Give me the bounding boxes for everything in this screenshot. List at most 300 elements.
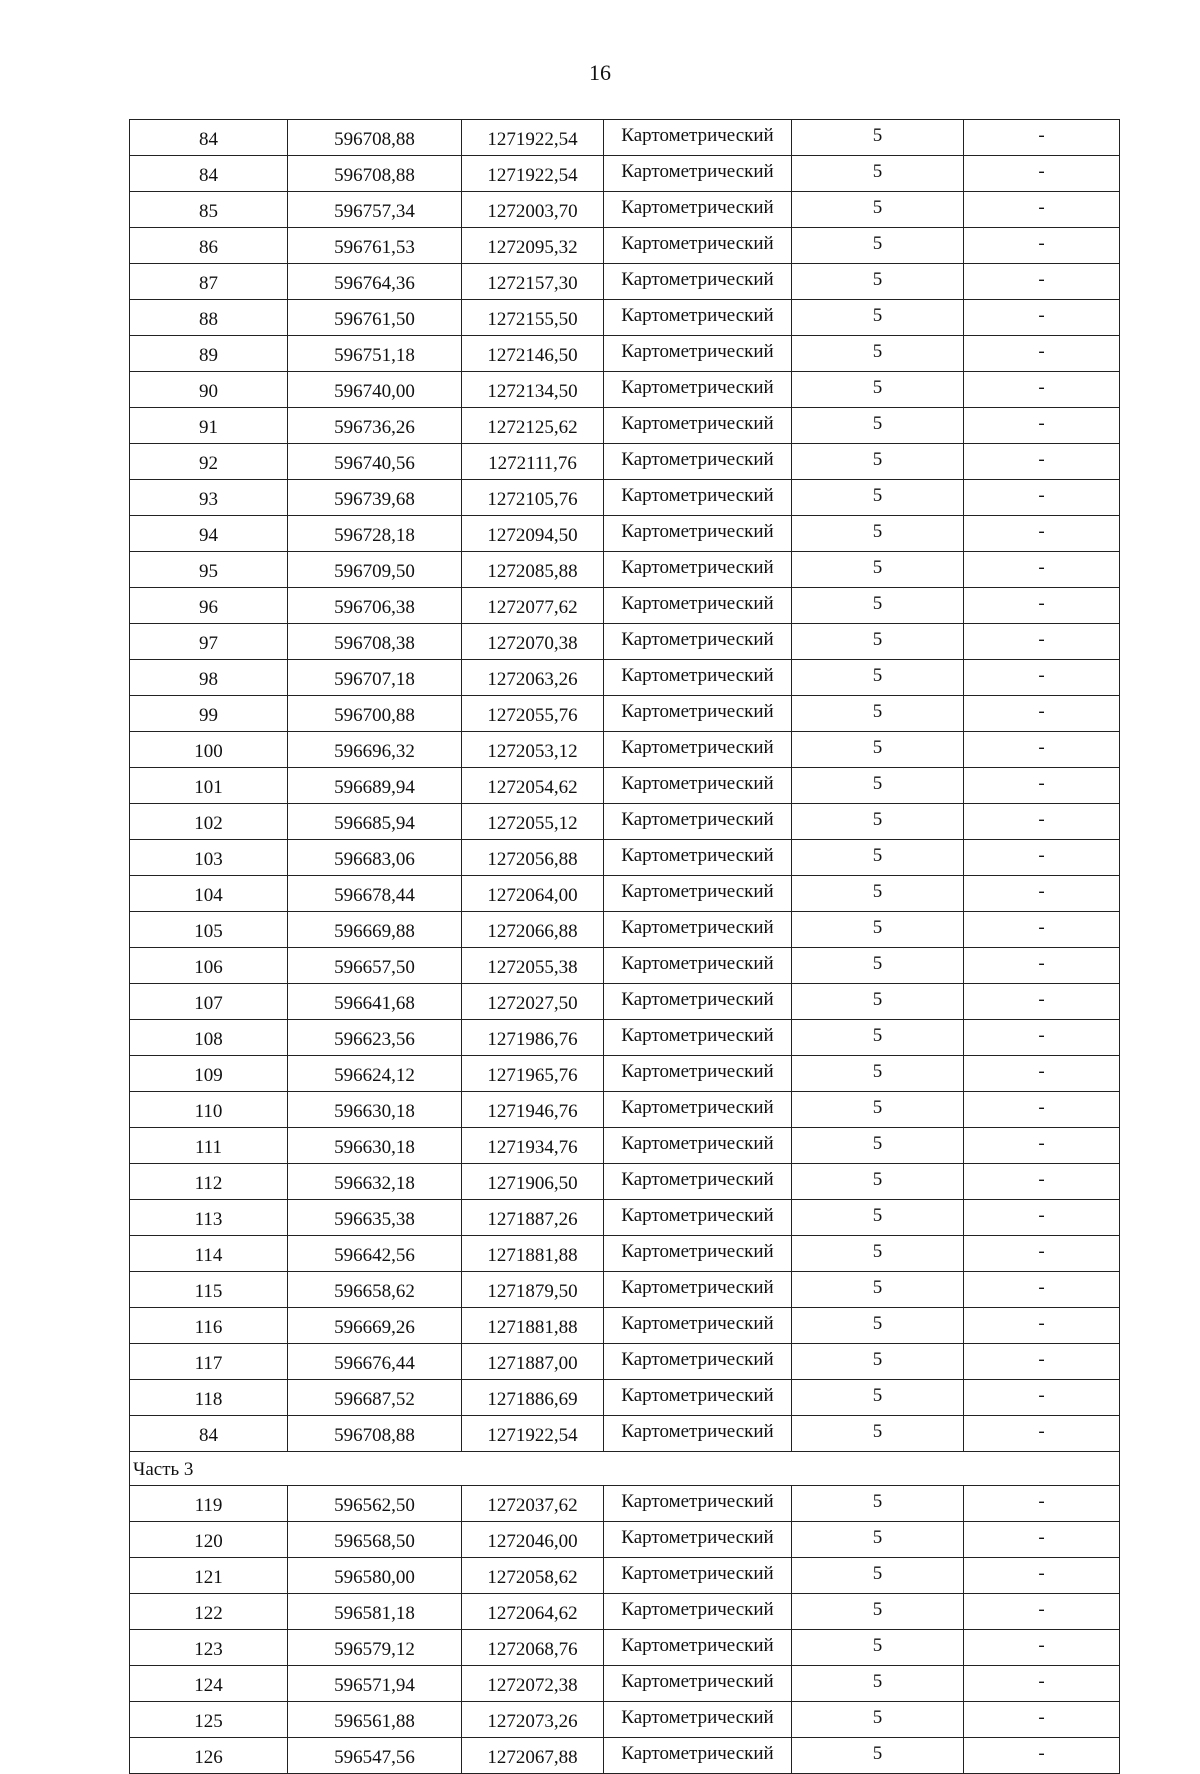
x-coordinate-cell: 596709,50	[288, 552, 462, 588]
point-number-cell: 120	[130, 1522, 288, 1558]
point-number-cell: 86	[130, 228, 288, 264]
accuracy-cell: 5	[792, 732, 964, 768]
note-cell: -	[964, 372, 1120, 408]
point-number-cell: 115	[130, 1272, 288, 1308]
table-row	[130, 552, 1120, 588]
table-row	[130, 1236, 1120, 1272]
method-cell: Картометрический	[604, 336, 792, 372]
point-number-cell: 109	[130, 1056, 288, 1092]
note-cell: -	[964, 228, 1120, 264]
y-coordinate-cell: 1271934,76	[462, 1128, 604, 1164]
table-row	[130, 1594, 1120, 1630]
accuracy-cell: 5	[792, 120, 964, 156]
section-title: Часть 3	[130, 1452, 1120, 1486]
accuracy-cell: 5	[792, 300, 964, 336]
point-number-cell: 84	[130, 156, 288, 192]
table-row	[130, 1416, 1120, 1452]
point-number-cell: 89	[130, 336, 288, 372]
x-coordinate-cell: 596568,50	[288, 1522, 462, 1558]
point-number-cell: 126	[130, 1738, 288, 1774]
y-coordinate-cell: 1272063,26	[462, 660, 604, 696]
section-row	[130, 1452, 1120, 1486]
table-row	[130, 120, 1120, 156]
point-number-cell: 88	[130, 300, 288, 336]
y-coordinate-cell: 1272067,88	[462, 1738, 604, 1774]
x-coordinate-cell: 596581,18	[288, 1594, 462, 1630]
x-coordinate-cell: 596676,44	[288, 1344, 462, 1380]
note-cell: -	[964, 984, 1120, 1020]
method-cell: Картометрический	[604, 1594, 792, 1630]
note-cell: -	[964, 1594, 1120, 1630]
method-cell: Картометрический	[604, 552, 792, 588]
x-coordinate-cell: 596623,56	[288, 1020, 462, 1056]
table-row	[130, 336, 1120, 372]
y-coordinate-cell: 1272064,00	[462, 876, 604, 912]
y-coordinate-cell: 1272155,50	[462, 300, 604, 336]
y-coordinate-cell: 1272073,26	[462, 1702, 604, 1738]
y-coordinate-cell: 1272095,32	[462, 228, 604, 264]
accuracy-cell: 5	[792, 1164, 964, 1200]
point-number-cell: 99	[130, 696, 288, 732]
method-cell: Картометрический	[604, 1558, 792, 1594]
x-coordinate-cell: 596630,18	[288, 1092, 462, 1128]
note-cell: -	[964, 624, 1120, 660]
table-row	[130, 984, 1120, 1020]
note-cell: -	[964, 1344, 1120, 1380]
point-number-cell: 94	[130, 516, 288, 552]
accuracy-cell: 5	[792, 1344, 964, 1380]
table-row	[130, 768, 1120, 804]
point-number-cell: 124	[130, 1666, 288, 1702]
method-cell: Картометрический	[604, 1128, 792, 1164]
x-coordinate-cell: 596708,88	[288, 156, 462, 192]
y-coordinate-cell: 1271922,54	[462, 120, 604, 156]
table-row	[130, 1344, 1120, 1380]
point-number-cell: 84	[130, 1416, 288, 1452]
method-cell: Картометрический	[604, 1416, 792, 1452]
method-cell: Картометрический	[604, 1380, 792, 1416]
accuracy-cell: 5	[792, 696, 964, 732]
accuracy-cell: 5	[792, 1272, 964, 1308]
x-coordinate-cell: 596689,94	[288, 768, 462, 804]
note-cell: -	[964, 1416, 1120, 1452]
y-coordinate-cell: 1272094,50	[462, 516, 604, 552]
point-number-cell: 107	[130, 984, 288, 1020]
method-cell: Картометрический	[604, 372, 792, 408]
accuracy-cell: 5	[792, 1416, 964, 1452]
table-row	[130, 192, 1120, 228]
table-row	[130, 1630, 1120, 1666]
y-coordinate-cell: 1271881,88	[462, 1308, 604, 1344]
table-row	[130, 1164, 1120, 1200]
y-coordinate-cell: 1272003,70	[462, 192, 604, 228]
method-cell: Картометрический	[604, 732, 792, 768]
table-row	[130, 408, 1120, 444]
accuracy-cell: 5	[792, 1702, 964, 1738]
accuracy-cell: 5	[792, 948, 964, 984]
accuracy-cell: 5	[792, 1486, 964, 1522]
y-coordinate-cell: 1272054,62	[462, 768, 604, 804]
point-number-cell: 113	[130, 1200, 288, 1236]
method-cell: Картометрический	[604, 1344, 792, 1380]
accuracy-cell: 5	[792, 228, 964, 264]
point-number-cell: 84	[130, 120, 288, 156]
method-cell: Картометрический	[604, 120, 792, 156]
note-cell: -	[964, 1702, 1120, 1738]
x-coordinate-cell: 596761,50	[288, 300, 462, 336]
x-coordinate-cell: 596642,56	[288, 1236, 462, 1272]
table-row	[130, 1128, 1120, 1164]
accuracy-cell: 5	[792, 984, 964, 1020]
x-coordinate-cell: 596624,12	[288, 1056, 462, 1092]
x-coordinate-cell: 596764,36	[288, 264, 462, 300]
x-coordinate-cell: 596761,53	[288, 228, 462, 264]
accuracy-cell: 5	[792, 912, 964, 948]
coordinates-table-body	[130, 120, 1120, 1774]
table-row	[130, 912, 1120, 948]
x-coordinate-cell: 596708,88	[288, 120, 462, 156]
x-coordinate-cell: 596687,52	[288, 1380, 462, 1416]
table-row	[130, 156, 1120, 192]
point-number-cell: 97	[130, 624, 288, 660]
accuracy-cell: 5	[792, 1200, 964, 1236]
note-cell: -	[964, 1738, 1120, 1774]
note-cell: -	[964, 192, 1120, 228]
point-number-cell: 90	[130, 372, 288, 408]
method-cell: Картометрический	[604, 1236, 792, 1272]
method-cell: Картометрический	[604, 1486, 792, 1522]
note-cell: -	[964, 480, 1120, 516]
table-row	[130, 480, 1120, 516]
accuracy-cell: 5	[792, 444, 964, 480]
table-row	[130, 804, 1120, 840]
accuracy-cell: 5	[792, 1594, 964, 1630]
table-row	[130, 1702, 1120, 1738]
method-cell: Картометрический	[604, 1272, 792, 1308]
y-coordinate-cell: 1272027,50	[462, 984, 604, 1020]
note-cell: -	[964, 1486, 1120, 1522]
method-cell: Картометрический	[604, 444, 792, 480]
point-number-cell: 122	[130, 1594, 288, 1630]
x-coordinate-cell: 596658,62	[288, 1272, 462, 1308]
note-cell: -	[964, 1020, 1120, 1056]
x-coordinate-cell: 596641,68	[288, 984, 462, 1020]
point-number-cell: 85	[130, 192, 288, 228]
y-coordinate-cell: 1272077,62	[462, 588, 604, 624]
note-cell: -	[964, 912, 1120, 948]
x-coordinate-cell: 596579,12	[288, 1630, 462, 1666]
y-coordinate-cell: 1271965,76	[462, 1056, 604, 1092]
point-number-cell: 111	[130, 1128, 288, 1164]
table-row	[130, 624, 1120, 660]
x-coordinate-cell: 596736,26	[288, 408, 462, 444]
accuracy-cell: 5	[792, 1738, 964, 1774]
note-cell: -	[964, 768, 1120, 804]
x-coordinate-cell: 596630,18	[288, 1128, 462, 1164]
point-number-cell: 93	[130, 480, 288, 516]
accuracy-cell: 5	[792, 516, 964, 552]
method-cell: Картометрический	[604, 264, 792, 300]
y-coordinate-cell: 1272066,88	[462, 912, 604, 948]
method-cell: Картометрический	[604, 1308, 792, 1344]
accuracy-cell: 5	[792, 1630, 964, 1666]
note-cell: -	[964, 804, 1120, 840]
table-row	[130, 732, 1120, 768]
y-coordinate-cell: 1271986,76	[462, 1020, 604, 1056]
y-coordinate-cell: 1272157,30	[462, 264, 604, 300]
method-cell: Картометрический	[604, 1738, 792, 1774]
point-number-cell: 119	[130, 1486, 288, 1522]
point-number-cell: 96	[130, 588, 288, 624]
note-cell: -	[964, 1308, 1120, 1344]
y-coordinate-cell: 1272055,76	[462, 696, 604, 732]
note-cell: -	[964, 1164, 1120, 1200]
note-cell: -	[964, 588, 1120, 624]
table-row	[130, 1272, 1120, 1308]
method-cell: Картометрический	[604, 804, 792, 840]
table-row	[130, 1308, 1120, 1344]
method-cell: Картометрический	[604, 1020, 792, 1056]
note-cell: -	[964, 120, 1120, 156]
note-cell: -	[964, 732, 1120, 768]
point-number-cell: 101	[130, 768, 288, 804]
table-row	[130, 696, 1120, 732]
y-coordinate-cell: 1272068,76	[462, 1630, 604, 1666]
y-coordinate-cell: 1272064,62	[462, 1594, 604, 1630]
x-coordinate-cell: 596708,38	[288, 624, 462, 660]
x-coordinate-cell: 596728,18	[288, 516, 462, 552]
coordinates-table	[129, 119, 1120, 1774]
x-coordinate-cell: 596571,94	[288, 1666, 462, 1702]
point-number-cell: 114	[130, 1236, 288, 1272]
note-cell: -	[964, 840, 1120, 876]
y-coordinate-cell: 1272055,38	[462, 948, 604, 984]
note-cell: -	[964, 264, 1120, 300]
table-row	[130, 372, 1120, 408]
y-coordinate-cell: 1271887,00	[462, 1344, 604, 1380]
x-coordinate-cell: 596669,26	[288, 1308, 462, 1344]
y-coordinate-cell: 1272125,62	[462, 408, 604, 444]
note-cell: -	[964, 1630, 1120, 1666]
point-number-cell: 118	[130, 1380, 288, 1416]
note-cell: -	[964, 300, 1120, 336]
table-row	[130, 300, 1120, 336]
y-coordinate-cell: 1271886,69	[462, 1380, 604, 1416]
point-number-cell: 104	[130, 876, 288, 912]
note-cell: -	[964, 948, 1120, 984]
x-coordinate-cell: 596708,88	[288, 1416, 462, 1452]
y-coordinate-cell: 1271922,54	[462, 1416, 604, 1452]
accuracy-cell: 5	[792, 1308, 964, 1344]
table-row	[130, 1380, 1120, 1416]
y-coordinate-cell: 1272055,12	[462, 804, 604, 840]
y-coordinate-cell: 1271946,76	[462, 1092, 604, 1128]
x-coordinate-cell: 596740,56	[288, 444, 462, 480]
note-cell: -	[964, 444, 1120, 480]
y-coordinate-cell: 1272058,62	[462, 1558, 604, 1594]
point-number-cell: 112	[130, 1164, 288, 1200]
table-row	[130, 1020, 1120, 1056]
y-coordinate-cell: 1272037,62	[462, 1486, 604, 1522]
y-coordinate-cell: 1272105,76	[462, 480, 604, 516]
method-cell: Картометрический	[604, 768, 792, 804]
y-coordinate-cell: 1272146,50	[462, 336, 604, 372]
x-coordinate-cell: 596696,32	[288, 732, 462, 768]
method-cell: Картометрический	[604, 1092, 792, 1128]
point-number-cell: 103	[130, 840, 288, 876]
x-coordinate-cell: 596580,00	[288, 1558, 462, 1594]
note-cell: -	[964, 1092, 1120, 1128]
point-number-cell: 110	[130, 1092, 288, 1128]
point-number-cell: 95	[130, 552, 288, 588]
accuracy-cell: 5	[792, 768, 964, 804]
table-row	[130, 516, 1120, 552]
x-coordinate-cell: 596683,06	[288, 840, 462, 876]
table-row	[130, 840, 1120, 876]
note-cell: -	[964, 1056, 1120, 1092]
method-cell: Картометрический	[604, 1702, 792, 1738]
note-cell: -	[964, 1522, 1120, 1558]
y-coordinate-cell: 1271879,50	[462, 1272, 604, 1308]
y-coordinate-cell: 1272085,88	[462, 552, 604, 588]
point-number-cell: 116	[130, 1308, 288, 1344]
point-number-cell: 108	[130, 1020, 288, 1056]
method-cell: Картометрический	[604, 1666, 792, 1702]
table-row	[130, 228, 1120, 264]
point-number-cell: 105	[130, 912, 288, 948]
table-row	[130, 1666, 1120, 1702]
method-cell: Картометрический	[604, 876, 792, 912]
note-cell: -	[964, 1128, 1120, 1164]
x-coordinate-cell: 596685,94	[288, 804, 462, 840]
method-cell: Картометрический	[604, 1056, 792, 1092]
point-number-cell: 125	[130, 1702, 288, 1738]
method-cell: Картометрический	[604, 948, 792, 984]
method-cell: Картометрический	[604, 408, 792, 444]
method-cell: Картометрический	[604, 300, 792, 336]
method-cell: Картометрический	[604, 840, 792, 876]
note-cell: -	[964, 1236, 1120, 1272]
x-coordinate-cell: 596635,38	[288, 1200, 462, 1236]
note-cell: -	[964, 516, 1120, 552]
point-number-cell: 98	[130, 660, 288, 696]
note-cell: -	[964, 876, 1120, 912]
accuracy-cell: 5	[792, 1522, 964, 1558]
y-coordinate-cell: 1272134,50	[462, 372, 604, 408]
method-cell: Картометрический	[604, 1522, 792, 1558]
y-coordinate-cell: 1271922,54	[462, 156, 604, 192]
note-cell: -	[964, 1272, 1120, 1308]
x-coordinate-cell: 596706,38	[288, 588, 462, 624]
note-cell: -	[964, 336, 1120, 372]
table-row	[130, 588, 1120, 624]
accuracy-cell: 5	[792, 192, 964, 228]
x-coordinate-cell: 596657,50	[288, 948, 462, 984]
accuracy-cell: 5	[792, 804, 964, 840]
accuracy-cell: 5	[792, 552, 964, 588]
table-row	[130, 1092, 1120, 1128]
note-cell: -	[964, 1380, 1120, 1416]
x-coordinate-cell: 596547,56	[288, 1738, 462, 1774]
table-row	[130, 1522, 1120, 1558]
table-row	[130, 1558, 1120, 1594]
point-number-cell: 121	[130, 1558, 288, 1594]
point-number-cell: 92	[130, 444, 288, 480]
accuracy-cell: 5	[792, 156, 964, 192]
point-number-cell: 117	[130, 1344, 288, 1380]
x-coordinate-cell: 596562,50	[288, 1486, 462, 1522]
method-cell: Картометрический	[604, 1630, 792, 1666]
accuracy-cell: 5	[792, 264, 964, 300]
y-coordinate-cell: 1272070,38	[462, 624, 604, 660]
note-cell: -	[964, 156, 1120, 192]
note-cell: -	[964, 660, 1120, 696]
x-coordinate-cell: 596739,68	[288, 480, 462, 516]
accuracy-cell: 5	[792, 840, 964, 876]
x-coordinate-cell: 596740,00	[288, 372, 462, 408]
method-cell: Картометрический	[604, 156, 792, 192]
method-cell: Картометрический	[604, 912, 792, 948]
accuracy-cell: 5	[792, 1558, 964, 1594]
accuracy-cell: 5	[792, 588, 964, 624]
note-cell: -	[964, 408, 1120, 444]
x-coordinate-cell: 596678,44	[288, 876, 462, 912]
method-cell: Картометрический	[604, 1200, 792, 1236]
x-coordinate-cell: 596669,88	[288, 912, 462, 948]
note-cell: -	[964, 1558, 1120, 1594]
table-row	[130, 948, 1120, 984]
point-number-cell: 102	[130, 804, 288, 840]
y-coordinate-cell: 1272111,76	[462, 444, 604, 480]
y-coordinate-cell: 1272072,38	[462, 1666, 604, 1702]
method-cell: Картометрический	[604, 624, 792, 660]
x-coordinate-cell: 596632,18	[288, 1164, 462, 1200]
table-row	[130, 1200, 1120, 1236]
y-coordinate-cell: 1271906,50	[462, 1164, 604, 1200]
page-number: 16	[589, 60, 611, 85]
table-row	[130, 444, 1120, 480]
method-cell: Картометрический	[604, 228, 792, 264]
method-cell: Картометрический	[604, 588, 792, 624]
method-cell: Картометрический	[604, 696, 792, 732]
table-row	[130, 264, 1120, 300]
table-row	[130, 1486, 1120, 1522]
point-number-cell: 106	[130, 948, 288, 984]
note-cell: -	[964, 1200, 1120, 1236]
x-coordinate-cell: 596561,88	[288, 1702, 462, 1738]
y-coordinate-cell: 1271881,88	[462, 1236, 604, 1272]
table-row	[130, 1738, 1120, 1774]
accuracy-cell: 5	[792, 1128, 964, 1164]
method-cell: Картометрический	[604, 1164, 792, 1200]
note-cell: -	[964, 696, 1120, 732]
accuracy-cell: 5	[792, 1056, 964, 1092]
table-row	[130, 660, 1120, 696]
y-coordinate-cell: 1272046,00	[462, 1522, 604, 1558]
accuracy-cell: 5	[792, 408, 964, 444]
accuracy-cell: 5	[792, 1092, 964, 1128]
x-coordinate-cell: 596751,18	[288, 336, 462, 372]
x-coordinate-cell: 596700,88	[288, 696, 462, 732]
accuracy-cell: 5	[792, 1380, 964, 1416]
method-cell: Картометрический	[604, 660, 792, 696]
table-row	[130, 876, 1120, 912]
point-number-cell: 123	[130, 1630, 288, 1666]
note-cell: -	[964, 1666, 1120, 1702]
x-coordinate-cell: 596757,34	[288, 192, 462, 228]
method-cell: Картометрический	[604, 192, 792, 228]
y-coordinate-cell: 1271887,26	[462, 1200, 604, 1236]
